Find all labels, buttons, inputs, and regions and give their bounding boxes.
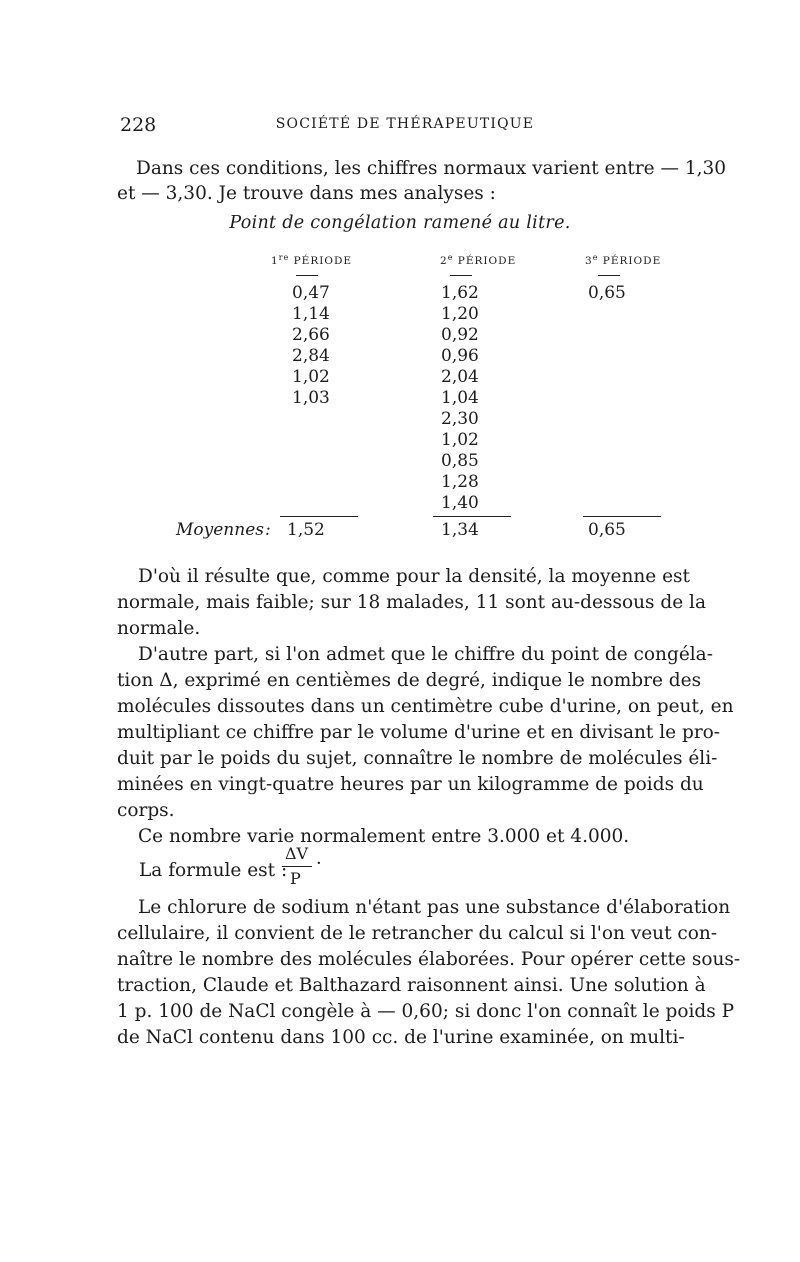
total-rule-1 <box>280 516 358 517</box>
table-cell: 1,40 <box>441 493 479 513</box>
column-header-period-1: 1re PÉRIODE <box>271 253 353 267</box>
mean-period-2: 1,34 <box>441 520 479 540</box>
table-cell: 1,02 <box>441 430 479 450</box>
paragraph-4-line-4: traction, Claude et Balthazard raisonnent ainsi. Une solution à <box>117 975 706 996</box>
running-title: SOCIÉTÉ DE THÉRAPEUTIQUE <box>275 116 535 132</box>
paragraph-2-line-1: D'autre part, si l'on admet que le chiffre du point de congéla- <box>138 644 713 665</box>
table-cell: 0,47 <box>292 283 330 303</box>
means-colon: : <box>265 520 271 540</box>
paragraph-3: Ce nombre varie normalement entre 3.000 et 4.000. <box>138 826 630 847</box>
paragraph-2-line-5: duit par le poids du sujet, connaître le nombre de molécules éli- <box>117 748 718 769</box>
formula-dot: · <box>316 853 322 874</box>
paragraph-1-line-3: normale. <box>117 618 201 639</box>
formula-denominator: P <box>290 869 301 888</box>
table-cell: 1,28 <box>441 472 479 492</box>
means-label: Moyennes <box>176 520 264 540</box>
paragraph-4-line-3: naître le nombre des molécules élaborées. Pour opérer cette sous- <box>117 949 741 970</box>
table-cell: 1,20 <box>441 304 479 324</box>
paragraph-4-line-5: 1 p. 100 de NaCl congèle à — 0,60; si donc l'on connaît le poids P <box>117 1001 735 1022</box>
mean-period-3: 0,65 <box>588 520 626 540</box>
table-cell: 2,30 <box>441 409 479 429</box>
table-cell: 2,04 <box>441 367 479 387</box>
paragraph-1-line-1: D'où il résulte que, comme pour la densité, la moyenne est <box>138 566 690 587</box>
formula-label: La formule est : <box>139 860 288 881</box>
column-header-period-2: 2e PÉRIODE <box>440 253 517 267</box>
paragraph-4-line-6: de NaCl contenu dans 100 cc. de l'urine examinée, on multi- <box>117 1027 685 1048</box>
page-header <box>120 114 690 138</box>
table-cell: 0,65 <box>588 283 626 303</box>
paragraph-2-line-6: minées en vingt-quatre heures par un kilogramme de poids du <box>117 774 704 795</box>
paragraph-2-line-2: tion Δ, exprimé en centièmes de degré, indique le nombre des <box>117 670 702 691</box>
table-cell: 1,62 <box>441 283 479 303</box>
paragraph-4-line-2: cellulaire, il convient de le retrancher du calcul si l'on veut con- <box>117 923 718 944</box>
table-cell: 2,84 <box>292 346 330 366</box>
paragraph-4-line-1: Le chlorure de sodium n'étant pas une substance d'élaboration <box>138 897 731 918</box>
table-cell: 0,92 <box>441 325 479 345</box>
paragraph-2-line-4: multipliant ce chiffre par le volume d'urine et en divisant le pro- <box>117 722 721 743</box>
formula-numerator: ΔV <box>285 844 309 863</box>
mean-period-1: 1,52 <box>287 520 325 540</box>
column-dash-2 <box>450 275 472 276</box>
paragraph-1-line-2: normale, mais faible; sur 18 malades, 11 sont au-dessous de la <box>117 592 706 613</box>
intro-line-2: et — 3,30. Je trouve dans mes analyses : <box>117 183 496 204</box>
table-cell: 1,14 <box>292 304 330 324</box>
paragraph-2-line-7: corps. <box>117 800 175 821</box>
column-header-period-3: 3e PÉRIODE <box>585 253 662 267</box>
total-rule-2 <box>433 516 511 517</box>
column-dash-1 <box>296 275 318 276</box>
formula-fraction-bar <box>282 866 312 867</box>
page-number: 228 <box>120 114 157 136</box>
table-cell: 1,03 <box>292 388 330 408</box>
table-cell: 0,96 <box>441 346 479 366</box>
paragraph-2-line-3: molécules dissoutes dans un centimètre cube d'urine, on peut, en <box>117 696 734 717</box>
intro-line-1: Dans ces conditions, les chiffres normaux varient entre — 1,30 <box>136 158 727 179</box>
table-cell: 1,02 <box>292 367 330 387</box>
table-cell: 0,85 <box>441 451 479 471</box>
table-cell: 2,66 <box>292 325 330 345</box>
table-caption: Point de congélation ramené au litre. <box>229 213 571 233</box>
column-dash-3 <box>598 275 620 276</box>
total-rule-3 <box>583 516 661 517</box>
table-cell: 1,04 <box>441 388 479 408</box>
